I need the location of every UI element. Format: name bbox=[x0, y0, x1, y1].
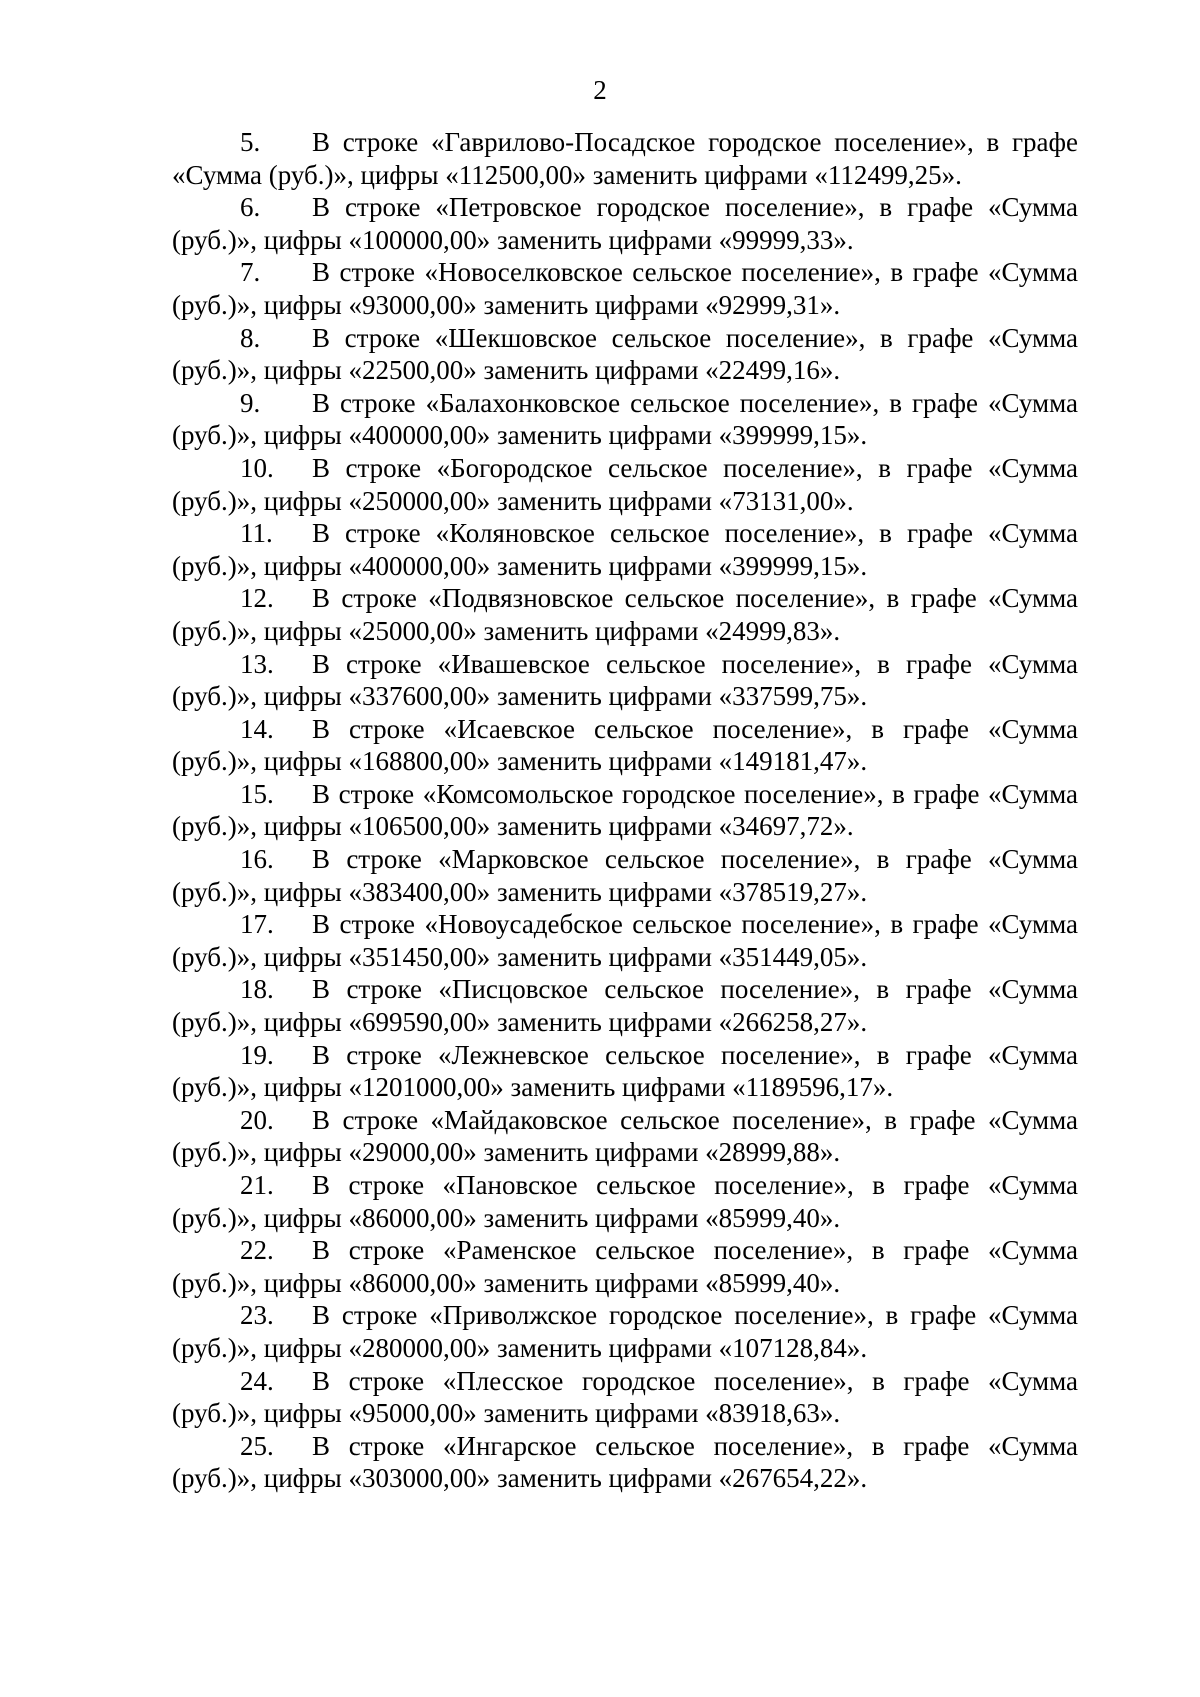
item-number: 7. bbox=[240, 257, 261, 288]
item-text: В строке «Комсомольское городское поселение», в графе «Сумма (руб.)», цифры «106500,00» заменить цифрами «34697,72». bbox=[172, 778, 1078, 842]
item-number: 8. bbox=[240, 322, 261, 353]
item-text: В строке «Балахонковское сельское поселение», в графе «Сумма (руб.)», цифры «400000,00» заменить цифрами «399999,15». bbox=[172, 387, 1078, 451]
amendment-item bbox=[172, 1365, 1078, 1430]
item-text: В строке «Богородское сельское поселение», в графе «Сумма (руб.)», цифры «250000,00» заменить цифрами «73131,00». bbox=[172, 452, 1078, 516]
item-number: 19. bbox=[240, 1039, 274, 1070]
item-number: 16. bbox=[240, 844, 274, 875]
amendment-item bbox=[172, 256, 1078, 321]
item-number: 13. bbox=[240, 648, 274, 679]
item-number: 21. bbox=[240, 1170, 274, 1200]
item-text: В строке «Петровское городское поселение», в графе «Сумма (руб.)», цифры «100000,00» заменить цифрами «99999,33». bbox=[172, 192, 1078, 255]
item-text: В строке «Писцовское сельское поселение», в графе «Сумма (руб.)», цифры «699590,00» заменить цифрами «266258,27». bbox=[172, 974, 1078, 1038]
amendment-item bbox=[172, 1104, 1078, 1169]
item-text: В строке «Пановское сельское поселение», в графе «Сумма (руб.)», цифры «86000,00» заменить цифрами «85999,40». bbox=[172, 1170, 1078, 1233]
amendment-item bbox=[172, 582, 1078, 647]
item-number: 22. bbox=[240, 1235, 274, 1266]
item-number: 23. bbox=[240, 1300, 274, 1331]
amendment-item bbox=[172, 387, 1078, 452]
item-number: 17. bbox=[240, 909, 274, 940]
item-text: В строке «Ивашевское сельское поселение», в графе «Сумма (руб.)», цифры «337600,00» заменить цифрами «337599,75». bbox=[172, 648, 1078, 712]
amendment-item bbox=[172, 843, 1078, 908]
amendment-item bbox=[172, 191, 1078, 256]
amendment-item bbox=[172, 648, 1078, 713]
item-text: В строке «Лежневское сельское поселение», в графе «Сумма (руб.)», цифры «1201000,00» заменить цифрами «1189596,17». bbox=[172, 1039, 1078, 1103]
item-number: 9. bbox=[240, 387, 261, 418]
amendment-item bbox=[172, 778, 1078, 843]
page-number: 2 bbox=[593, 75, 607, 105]
amendment-item bbox=[172, 322, 1078, 387]
amendment-item bbox=[172, 452, 1078, 517]
item-text: В строке «Шекшовское сельское поселение», в графе «Сумма (руб.)», цифры «22500,00» заменить цифрами «22499,16». bbox=[172, 322, 1078, 386]
item-text: В строке «Приволжское городское поселение», в графе «Сумма (руб.)», цифры «280000,00» заменить цифрами «107128,84». bbox=[172, 1300, 1078, 1363]
item-text: В строке «Плесское городское поселение», в графе «Сумма (руб.)», цифры «95000,00» заменить цифрами «83918,63». bbox=[172, 1365, 1078, 1429]
item-number: 12. bbox=[240, 583, 274, 614]
item-number: 14. bbox=[240, 713, 274, 744]
item-number: 20. bbox=[240, 1104, 274, 1135]
item-number: 10. bbox=[240, 452, 274, 483]
item-number: 24. bbox=[240, 1365, 274, 1396]
item-text: В строке «Раменское сельское поселение», в графе «Сумма (руб.)», цифры «86000,00» заменить цифрами «85999,40». bbox=[172, 1235, 1078, 1298]
amendment-item bbox=[172, 713, 1078, 778]
item-number: 25. bbox=[240, 1430, 274, 1461]
item-number: 11. bbox=[240, 518, 273, 549]
amendment-item bbox=[172, 1169, 1078, 1234]
item-text: В строке «Гаврилово-Посадское городское поселение», в графе «Сумма (руб.)», цифры «112500,00» заменить цифрами «112499,25». bbox=[172, 127, 1078, 190]
item-text: В строке «Майдаковское сельское поселение», в графе «Сумма (руб.)», цифры «29000,00» заменить цифрами «28999,88». bbox=[172, 1104, 1078, 1168]
amendment-item bbox=[172, 1299, 1078, 1364]
item-text: В строке «Коляновское сельское поселение», в графе «Сумма (руб.)», цифры «400000,00» заменить цифрами «399999,15». bbox=[172, 518, 1078, 581]
amendment-list bbox=[172, 126, 1078, 1495]
item-text: В строке «Ингарское сельское поселение», в графе «Сумма (руб.)», цифры «303000,00» заменить цифрами «267654,22». bbox=[172, 1430, 1078, 1494]
amendment-item bbox=[172, 517, 1078, 582]
amendment-item bbox=[172, 1039, 1078, 1104]
item-number: 15. bbox=[240, 778, 274, 809]
amendment-item bbox=[172, 1430, 1078, 1495]
item-number: 18. bbox=[240, 974, 274, 1005]
item-text: В строке «Новоселковское сельское поселение», в графе «Сумма (руб.)», цифры «93000,00» заменить цифрами «92999,31». bbox=[172, 257, 1078, 320]
amendment-item bbox=[172, 1234, 1078, 1299]
amendment-item bbox=[172, 908, 1078, 973]
item-text: В строке «Марковское сельское поселение», в графе «Сумма (руб.)», цифры «383400,00» заменить цифрами «378519,27». bbox=[172, 844, 1078, 907]
item-text: В строке «Новоусадебское сельское поселение», в графе «Сумма (руб.)», цифры «351450,00» заменить цифрами «351449,05». bbox=[172, 909, 1078, 972]
amendment-item bbox=[172, 973, 1078, 1038]
amendment-item bbox=[172, 126, 1078, 191]
item-text: В строке «Подвязновское сельское поселение», в графе «Сумма (руб.)», цифры «25000,00» заменить цифрами «24999,83». bbox=[172, 583, 1078, 646]
item-number: 5. bbox=[240, 127, 261, 157]
item-text: В строке «Исаевское сельское поселение», в графе «Сумма (руб.)», цифры «168800,00» заменить цифрами «149181,47». bbox=[172, 713, 1078, 777]
item-number: 6. bbox=[240, 192, 261, 223]
